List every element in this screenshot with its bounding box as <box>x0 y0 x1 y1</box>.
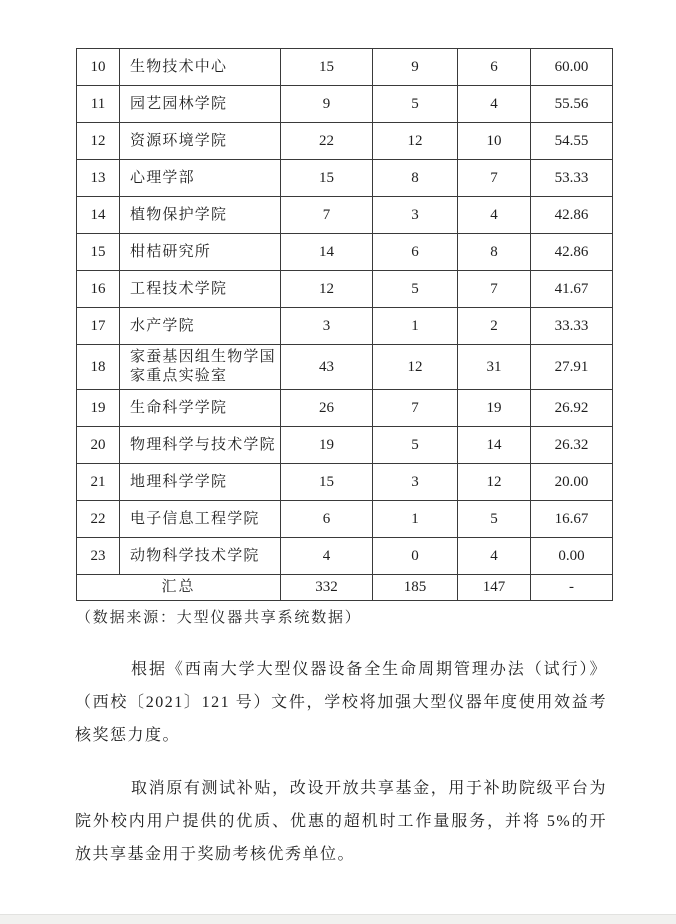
unit-name: 水产学院 <box>120 308 281 345</box>
cell-total: 7 <box>281 197 373 234</box>
cell-qualified: 12 <box>373 123 458 160</box>
unit-name: 园艺园林学院 <box>120 86 281 123</box>
data-source-note: （数据来源：大型仪器共享系统数据） <box>76 610 362 626</box>
row-number: 17 <box>77 308 120 345</box>
summary-percent: - <box>531 575 613 601</box>
unit-name: 地理科学学院 <box>120 464 281 501</box>
table-row <box>77 234 613 271</box>
cell-unqualified: 2 <box>458 308 531 345</box>
cell-percent: 41.67 <box>531 271 613 308</box>
cell-qualified: 3 <box>373 197 458 234</box>
cell-total: 19 <box>281 427 373 464</box>
row-number: 22 <box>77 501 120 538</box>
table-row <box>77 390 613 427</box>
cell-total: 43 <box>281 345 373 390</box>
cell-unqualified: 19 <box>458 390 531 427</box>
cell-percent: 26.32 <box>531 427 613 464</box>
unit-name: 资源环境学院 <box>120 123 281 160</box>
cell-unqualified: 5 <box>458 501 531 538</box>
table-row <box>77 271 613 308</box>
row-number: 12 <box>77 123 120 160</box>
unit-name: 生物技术中心 <box>120 49 281 86</box>
row-number: 10 <box>77 49 120 86</box>
table-row <box>77 160 613 197</box>
document-page <box>0 48 676 924</box>
cell-percent: 54.55 <box>531 123 613 160</box>
row-number: 15 <box>77 234 120 271</box>
row-number: 18 <box>77 345 120 390</box>
table-row <box>77 538 613 575</box>
row-number: 21 <box>77 464 120 501</box>
cell-qualified: 6 <box>373 234 458 271</box>
row-number: 16 <box>77 271 120 308</box>
cell-total: 14 <box>281 234 373 271</box>
summary-unqualified: 147 <box>458 575 531 601</box>
paragraph-open-sharing-fund: 取消原有测试补贴，改设开放共享基金，用于补助院级平台为院外校内用户提供的优质、优惠的超机时工作量服务，并将 5%的开放共享基金用于奖励考核优秀单位。 <box>75 780 607 863</box>
page-bottom-edge <box>0 914 676 924</box>
table-row <box>77 197 613 234</box>
cell-total: 26 <box>281 390 373 427</box>
table-row <box>77 308 613 345</box>
cell-percent: 0.00 <box>531 538 613 575</box>
cell-total: 15 <box>281 464 373 501</box>
cell-qualified: 9 <box>373 49 458 86</box>
unit-name: 生命科学学院 <box>120 390 281 427</box>
cell-percent: 27.91 <box>531 345 613 390</box>
cell-unqualified: 4 <box>458 197 531 234</box>
row-number: 14 <box>77 197 120 234</box>
summary-row <box>77 575 613 601</box>
table-row <box>77 501 613 538</box>
cell-qualified: 5 <box>373 271 458 308</box>
cell-unqualified: 4 <box>458 538 531 575</box>
cell-total: 6 <box>281 501 373 538</box>
unit-name: 动物科学技术学院 <box>120 538 281 575</box>
cell-qualified: 3 <box>373 464 458 501</box>
row-number: 20 <box>77 427 120 464</box>
cell-unqualified: 10 <box>458 123 531 160</box>
unit-name: 电子信息工程学院 <box>120 501 281 538</box>
cell-unqualified: 12 <box>458 464 531 501</box>
table-row <box>77 427 613 464</box>
table-row <box>77 123 613 160</box>
unit-name: 物理科学与技术学院 <box>120 427 281 464</box>
unit-name: 植物保护学院 <box>120 197 281 234</box>
instrument-usage-table <box>76 48 613 601</box>
cell-unqualified: 4 <box>458 86 531 123</box>
cell-total: 22 <box>281 123 373 160</box>
cell-qualified: 7 <box>373 390 458 427</box>
cell-unqualified: 6 <box>458 49 531 86</box>
summary-qualified: 185 <box>373 575 458 601</box>
row-number: 23 <box>77 538 120 575</box>
summary-total: 332 <box>281 575 373 601</box>
cell-total: 3 <box>281 308 373 345</box>
cell-total: 15 <box>281 160 373 197</box>
cell-percent: 33.33 <box>531 308 613 345</box>
cell-total: 15 <box>281 49 373 86</box>
cell-unqualified: 14 <box>458 427 531 464</box>
table-row <box>77 345 613 390</box>
cell-qualified: 0 <box>373 538 458 575</box>
cell-percent: 20.00 <box>531 464 613 501</box>
row-number: 13 <box>77 160 120 197</box>
cell-unqualified: 8 <box>458 234 531 271</box>
cell-percent: 16.67 <box>531 501 613 538</box>
unit-name: 家蚕基因组生物学国家重点实验室 <box>120 345 281 390</box>
cell-qualified: 5 <box>373 427 458 464</box>
cell-qualified: 5 <box>373 86 458 123</box>
cell-unqualified: 7 <box>458 271 531 308</box>
unit-name: 心理学部 <box>120 160 281 197</box>
cell-percent: 55.56 <box>531 86 613 123</box>
row-number: 11 <box>77 86 120 123</box>
cell-percent: 53.33 <box>531 160 613 197</box>
cell-qualified: 1 <box>373 501 458 538</box>
cell-qualified: 1 <box>373 308 458 345</box>
cell-percent: 60.00 <box>531 49 613 86</box>
unit-name: 工程技术学院 <box>120 271 281 308</box>
cell-unqualified: 7 <box>458 160 531 197</box>
cell-qualified: 12 <box>373 345 458 390</box>
cell-percent: 26.92 <box>531 390 613 427</box>
paragraph-policy-basis: 根据《西南大学大型仪器设备全生命周期管理办法（试行）》（西校〔2021〕121 号）文件，学校将加强大型仪器年度使用效益考核奖惩力度。 <box>75 661 607 744</box>
cell-qualified: 8 <box>373 160 458 197</box>
row-number: 19 <box>77 390 120 427</box>
table-row <box>77 86 613 123</box>
unit-name: 柑桔研究所 <box>120 234 281 271</box>
cell-percent: 42.86 <box>531 197 613 234</box>
table-row <box>77 464 613 501</box>
cell-total: 12 <box>281 271 373 308</box>
cell-unqualified: 31 <box>458 345 531 390</box>
table-row <box>77 49 613 86</box>
summary-label: 汇总 <box>77 575 281 601</box>
cell-total: 4 <box>281 538 373 575</box>
cell-percent: 42.86 <box>531 234 613 271</box>
cell-total: 9 <box>281 86 373 123</box>
